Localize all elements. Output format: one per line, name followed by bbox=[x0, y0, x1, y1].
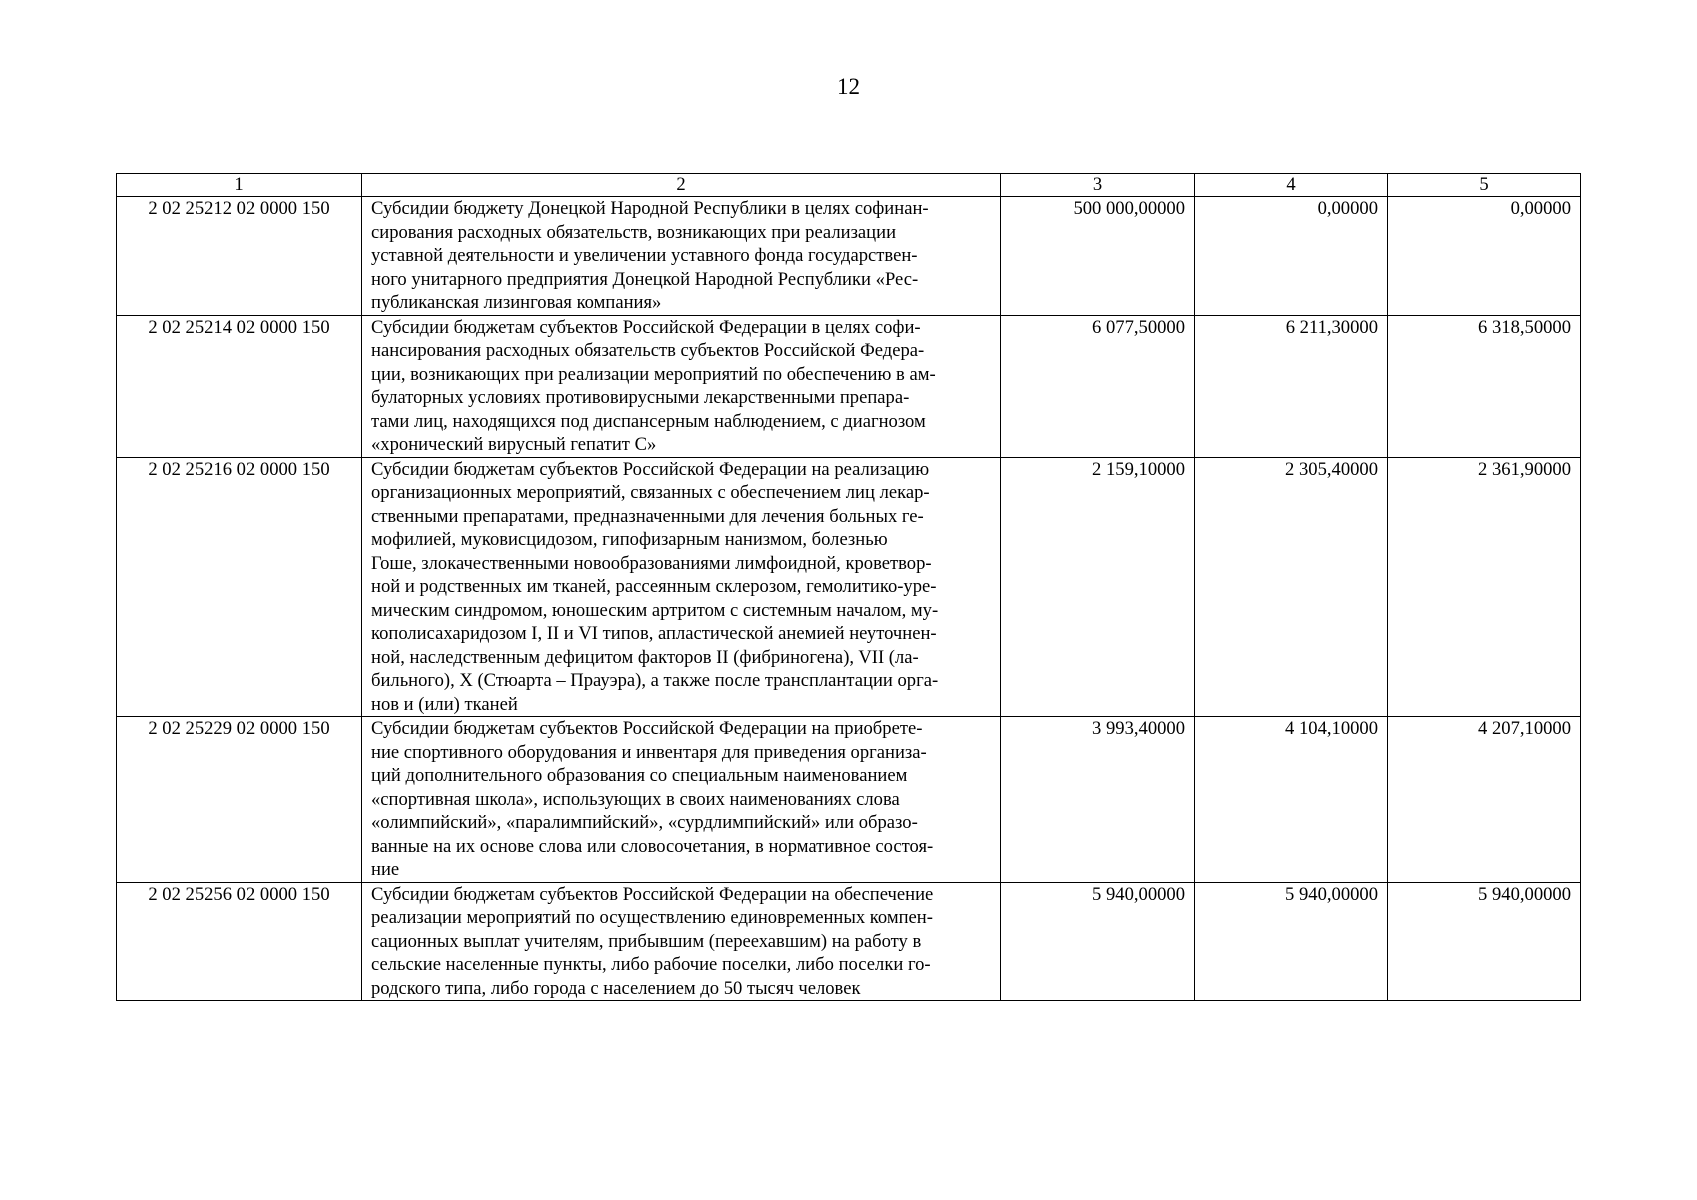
amount-cell-5: 6 318,50000 bbox=[1388, 315, 1581, 457]
description-line: Субсидии бюджету Донецкой Народной Республики в целях софинан- bbox=[371, 198, 929, 219]
description-cell bbox=[362, 197, 1001, 316]
amount-cell-3: 2 159,10000 bbox=[1001, 457, 1195, 717]
amount-cell-3: 500 000,00000 bbox=[1001, 197, 1195, 316]
budget-table bbox=[116, 173, 1581, 1001]
income-code-cell: 2 02 25216 02 0000 150 bbox=[117, 457, 362, 717]
description-line: ной, наследственным дефицитом факторов II (фибриногена), VII (ла- bbox=[371, 646, 919, 668]
column-header: 3 bbox=[1001, 174, 1195, 197]
description-line: мофилией, муковисцидозом, гипофизарным нанизмом, болезнью bbox=[371, 529, 888, 550]
table-row bbox=[117, 457, 1581, 717]
description-line: тами лиц, находящихся под диспансерным наблюдением, с диагнозом bbox=[371, 410, 926, 432]
table-row bbox=[117, 315, 1581, 457]
amount-cell-4: 6 211,30000 bbox=[1195, 315, 1388, 457]
column-header: 2 bbox=[362, 174, 1001, 197]
description-line: сирования расходных обязательств, возникающих при реализации bbox=[371, 221, 897, 243]
column-header: 4 bbox=[1195, 174, 1388, 197]
description-line: нансирования расходных обязательств субъектов Российской Федера- bbox=[371, 340, 925, 361]
description-line: ций дополнительного образования со специальным наименованием bbox=[371, 765, 908, 786]
description-line: нов и (или) тканей bbox=[371, 693, 518, 715]
amount-cell-5: 4 207,10000 bbox=[1388, 717, 1581, 883]
description-line: кополисахаридозом I, II и VI типов, апластической анемией неуточнен- bbox=[371, 623, 937, 644]
description-line: «спортивная школа», использующих в своих наименованиях слова bbox=[371, 788, 900, 810]
table-row bbox=[117, 882, 1581, 1001]
description-cell bbox=[362, 717, 1001, 883]
description-line: ного унитарного предприятия Донецкой Народной Республики «Рес- bbox=[371, 268, 919, 290]
description-line: ной и родственных им тканей, рассеянным склерозом, гемолитико-уре- bbox=[371, 576, 937, 597]
table-row bbox=[117, 197, 1581, 316]
amount-cell-3: 3 993,40000 bbox=[1001, 717, 1195, 883]
description-line: ции, возникающих при реализации мероприятий по обеспечению в ам- bbox=[371, 363, 936, 385]
income-code-cell: 2 02 25229 02 0000 150 bbox=[117, 717, 362, 883]
description-line: ванные на их основе слова или словосочетания, в нормативное состоя- bbox=[371, 835, 934, 857]
description-line: сационных выплат учителям, прибывшим (переехавшим) на работу в bbox=[371, 930, 922, 952]
amount-cell-3: 5 940,00000 bbox=[1001, 882, 1195, 1001]
page-number: 12 bbox=[837, 74, 860, 99]
description-line: сельские населенные пункты, либо рабочие поселки, либо поселки го- bbox=[371, 954, 931, 975]
amount-cell-5: 2 361,90000 bbox=[1388, 457, 1581, 717]
amount-cell-4: 5 940,00000 bbox=[1195, 882, 1388, 1001]
description-cell bbox=[362, 457, 1001, 717]
description-line: «олимпийский», «паралимпийский», «сурдлимпийский» или образо- bbox=[371, 812, 918, 833]
description-line: реализации мероприятий по осуществлению единовременных компен- bbox=[371, 907, 933, 928]
description-line: Субсидии бюджетам субъектов Российской Федерации на реализацию bbox=[371, 458, 930, 480]
description-line: организационных мероприятий, связанных с обеспечением лиц лекар- bbox=[371, 482, 930, 503]
table-row bbox=[117, 717, 1581, 883]
amount-cell-4: 0,00000 bbox=[1195, 197, 1388, 316]
income-code-cell: 2 02 25214 02 0000 150 bbox=[117, 315, 362, 457]
description-line: мическим синдромом, юношеским артритом с системным началом, му- bbox=[371, 599, 939, 621]
amount-cell-4: 2 305,40000 bbox=[1195, 457, 1388, 717]
amount-cell-5: 0,00000 bbox=[1388, 197, 1581, 316]
description-line: Гоше, злокачественными новообразованиями лимфоидной, кроветвор- bbox=[371, 552, 932, 574]
description-cell bbox=[362, 315, 1001, 457]
amount-cell-3: 6 077,50000 bbox=[1001, 315, 1195, 457]
column-header: 1 bbox=[117, 174, 362, 197]
income-code-cell: 2 02 25256 02 0000 150 bbox=[117, 882, 362, 1001]
description-line: родского типа, либо города с населением до 50 тысяч человек bbox=[371, 977, 861, 999]
description-line: ственными препаратами, предназначенными для лечения больных ге- bbox=[371, 505, 924, 527]
description-line: «хронический вирусный гепатит С» bbox=[371, 434, 657, 455]
description-line: Субсидии бюджетам субъектов Российской Федерации в целях софи- bbox=[371, 316, 921, 338]
description-line: Субсидии бюджетам субъектов Российской Федерации на приобрете- bbox=[371, 718, 923, 739]
description-line: бильного), X (Стюарта – Прауэра), а также после трансплантации орга- bbox=[371, 670, 939, 691]
description-line: публиканская лизинговая компания» bbox=[371, 292, 662, 313]
description-cell bbox=[362, 882, 1001, 1001]
description-line: Субсидии бюджетам субъектов Российской Федерации на обеспечение bbox=[371, 883, 934, 905]
description-line: ние спортивного оборудования и инвентаря для приведения организа- bbox=[371, 741, 927, 763]
amount-cell-4: 4 104,10000 bbox=[1195, 717, 1388, 883]
description-line: ние bbox=[371, 859, 400, 880]
description-line: булаторных условиях противовирусными лекарственными препара- bbox=[371, 387, 910, 408]
table-body bbox=[117, 197, 1581, 1001]
description-line: уставной деятельности и увеличении уставного фонда государствен- bbox=[371, 245, 918, 266]
income-code-cell: 2 02 25212 02 0000 150 bbox=[117, 197, 362, 316]
amount-cell-5: 5 940,00000 bbox=[1388, 882, 1581, 1001]
header-row bbox=[117, 174, 1581, 197]
column-header: 5 bbox=[1388, 174, 1581, 197]
